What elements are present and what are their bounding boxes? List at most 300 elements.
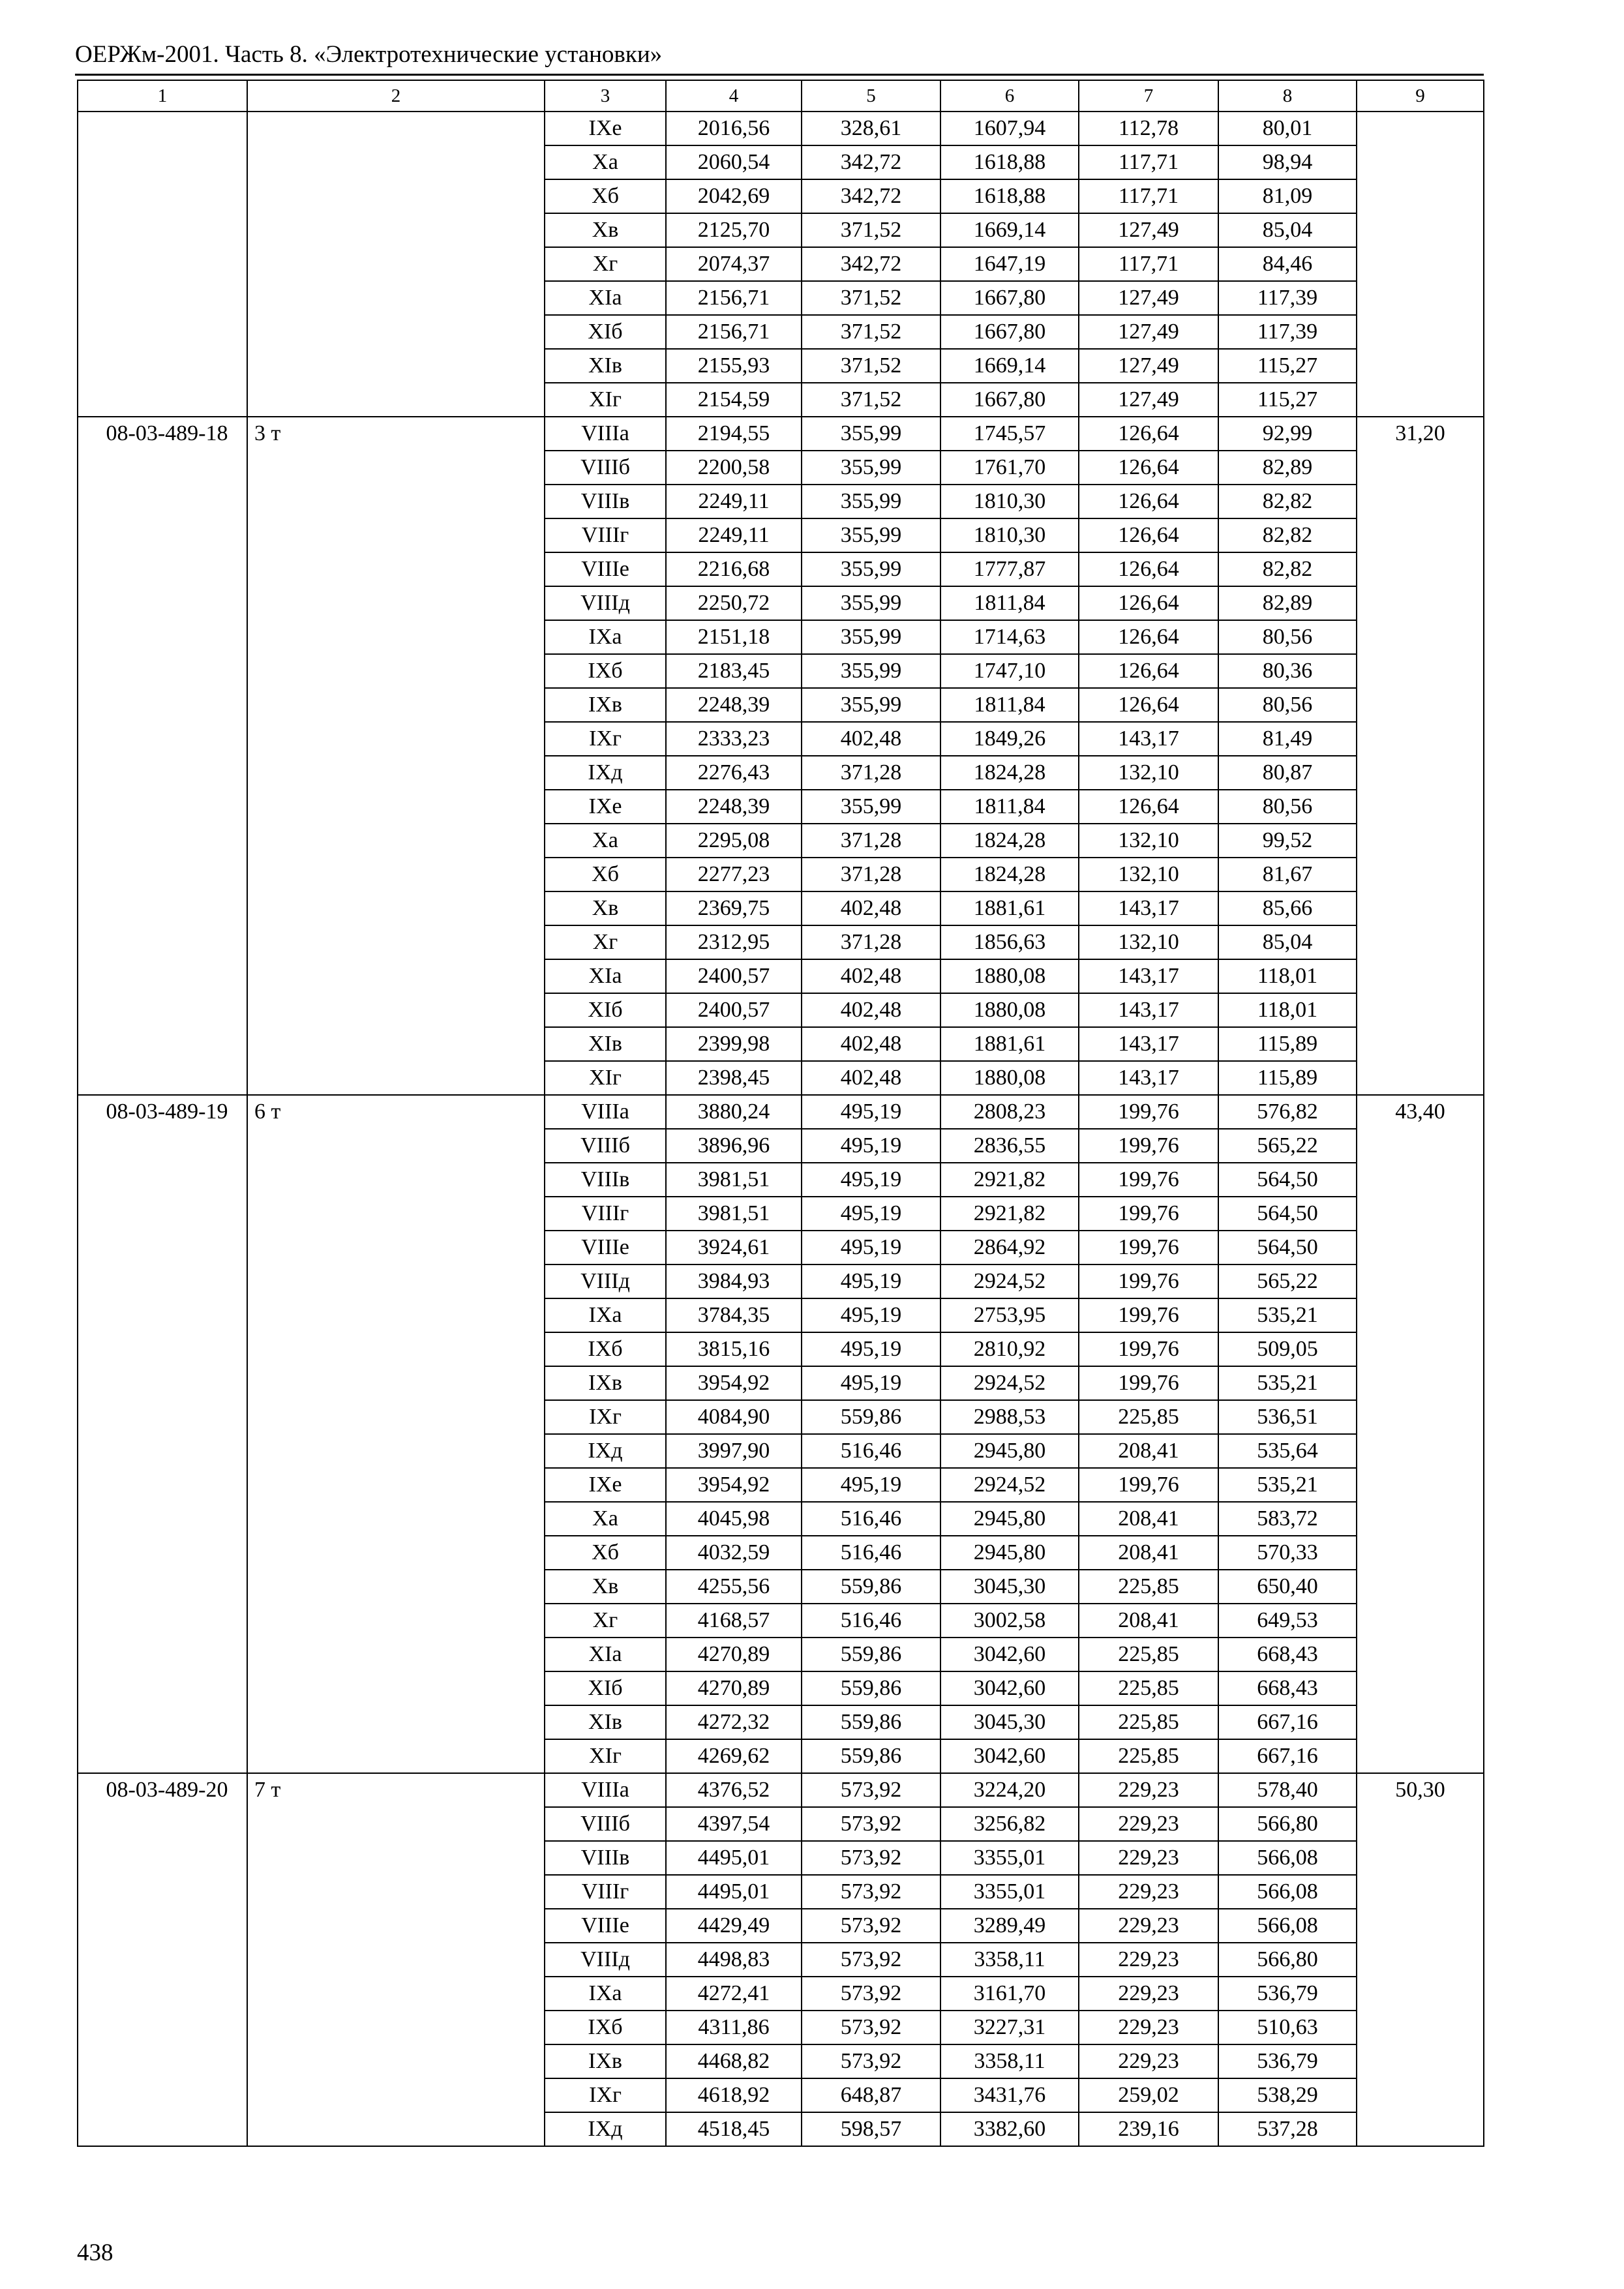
value-cell: 3431,76 (940, 2078, 1079, 2112)
region-cell: Xб (545, 858, 666, 891)
value-cell: 355,99 (802, 790, 940, 824)
region-cell: IXд (545, 756, 666, 790)
value-cell: 80,56 (1218, 790, 1357, 824)
value-cell: 559,86 (802, 1739, 940, 1773)
value-cell: 1880,08 (940, 959, 1079, 993)
value-cell: 2369,75 (666, 891, 802, 925)
value-cell: 4270,89 (666, 1638, 802, 1671)
value-cell: 1777,87 (940, 552, 1079, 586)
value-cell: 3227,31 (940, 2011, 1079, 2044)
value-cell: 126,64 (1079, 688, 1218, 722)
value-cell: 535,21 (1218, 1366, 1357, 1400)
region-cell: VIIIа (545, 417, 666, 451)
region-cell: Xг (545, 925, 666, 959)
value-cell: 143,17 (1079, 1027, 1218, 1061)
region-cell: XIа (545, 281, 666, 315)
value-cell: 85,04 (1218, 925, 1357, 959)
value-cell: 1747,10 (940, 654, 1079, 688)
value-cell: 402,48 (802, 891, 940, 925)
value-cell: 85,66 (1218, 891, 1357, 925)
value-cell: 516,46 (802, 1502, 940, 1536)
value-cell: 4255,56 (666, 1570, 802, 1604)
value-cell: 199,76 (1079, 1298, 1218, 1332)
rate-name-cell: 6 т (247, 1095, 545, 1773)
region-cell: VIIIд (545, 1264, 666, 1298)
value-cell: 4272,41 (666, 1977, 802, 2011)
region-cell: IXе (545, 112, 666, 145)
rate-name-cell: 3 т (247, 417, 545, 1095)
value-cell: 2151,18 (666, 620, 802, 654)
value-cell: 143,17 (1079, 722, 1218, 756)
value-cell: 328,61 (802, 112, 940, 145)
value-cell: 132,10 (1079, 824, 1218, 858)
value-cell: 3358,11 (940, 2044, 1079, 2078)
value-cell: 2945,80 (940, 1536, 1079, 1570)
value-cell: 225,85 (1079, 1739, 1218, 1773)
value-cell: 1824,28 (940, 756, 1079, 790)
value-cell: 559,86 (802, 1400, 940, 1434)
region-cell: IXа (545, 620, 666, 654)
value-cell: 668,43 (1218, 1638, 1357, 1671)
region-cell: XIб (545, 315, 666, 349)
value-cell: 371,52 (802, 213, 940, 247)
value-cell: 2333,23 (666, 722, 802, 756)
value-cell: 2921,82 (940, 1163, 1079, 1197)
value-cell: 81,09 (1218, 179, 1357, 213)
rate-code-cell: 08-03-489-18 (78, 417, 247, 1095)
value-cell: 127,49 (1079, 349, 1218, 383)
value-cell: 1607,94 (940, 112, 1079, 145)
value-cell: 2276,43 (666, 756, 802, 790)
region-cell: Xа (545, 824, 666, 858)
value-cell: 127,49 (1079, 213, 1218, 247)
page-number: 438 (77, 2239, 113, 2266)
value-cell: 538,29 (1218, 2078, 1357, 2112)
value-cell: 2156,71 (666, 281, 802, 315)
value-cell: 573,92 (802, 1909, 940, 1943)
region-cell: VIIIб (545, 451, 666, 485)
region-cell: Xг (545, 1604, 666, 1638)
value-cell: 566,80 (1218, 1807, 1357, 1841)
region-cell: Xа (545, 145, 666, 179)
value-cell: 2042,69 (666, 179, 802, 213)
region-cell: XIв (545, 1705, 666, 1739)
value-cell: 2399,98 (666, 1027, 802, 1061)
region-cell: VIIIд (545, 1943, 666, 1977)
value-cell: 208,41 (1079, 1604, 1218, 1638)
value-cell: 495,19 (802, 1163, 940, 1197)
value-cell: 1669,14 (940, 213, 1079, 247)
value-cell: 229,23 (1079, 1943, 1218, 1977)
value-cell: 225,85 (1079, 1705, 1218, 1739)
value-cell: 143,17 (1079, 993, 1218, 1027)
value-cell: 3954,92 (666, 1468, 802, 1502)
value-cell: 668,43 (1218, 1671, 1357, 1705)
value-cell: 225,85 (1079, 1570, 1218, 1604)
value-cell: 565,22 (1218, 1264, 1357, 1298)
table-row (78, 417, 1484, 451)
value-cell: 80,87 (1218, 756, 1357, 790)
value-cell: 229,23 (1079, 2044, 1218, 2078)
value-cell: 495,19 (802, 1332, 940, 1366)
value-cell: 4495,01 (666, 1875, 802, 1909)
value-cell: 649,53 (1218, 1604, 1357, 1638)
value-cell: 4468,82 (666, 2044, 802, 2078)
value-cell: 578,40 (1218, 1773, 1357, 1807)
value-cell: 355,99 (802, 451, 940, 485)
region-cell: Xв (545, 1570, 666, 1604)
value-cell: 342,72 (802, 247, 940, 281)
value-cell: 402,48 (802, 959, 940, 993)
value-cell: 126,64 (1079, 654, 1218, 688)
value-cell: 80,36 (1218, 654, 1357, 688)
value-cell: 85,04 (1218, 213, 1357, 247)
region-cell: IXд (545, 1434, 666, 1468)
region-cell: IXб (545, 2011, 666, 2044)
value-cell: 4270,89 (666, 1671, 802, 1705)
value-cell: 2154,59 (666, 383, 802, 417)
value-cell: 2924,52 (940, 1264, 1079, 1298)
region-cell: VIIIб (545, 1129, 666, 1163)
region-cell: IXа (545, 1298, 666, 1332)
column-number: 7 (1079, 80, 1218, 112)
value-cell: 112,78 (1079, 112, 1218, 145)
value-cell: 92,99 (1218, 417, 1357, 451)
region-cell: Xб (545, 179, 666, 213)
region-cell: XIг (545, 1739, 666, 1773)
region-cell: IXг (545, 1400, 666, 1434)
col9-value-cell (1357, 112, 1484, 417)
value-cell: 2060,54 (666, 145, 802, 179)
region-cell: XIа (545, 959, 666, 993)
value-cell: 667,16 (1218, 1739, 1357, 1773)
value-cell: 126,64 (1079, 518, 1218, 552)
value-cell: 118,01 (1218, 959, 1357, 993)
region-cell: IXб (545, 654, 666, 688)
value-cell: 2156,71 (666, 315, 802, 349)
region-cell: IXе (545, 790, 666, 824)
region-cell: VIIIв (545, 485, 666, 518)
value-cell: 371,28 (802, 925, 940, 959)
value-cell: 495,19 (802, 1468, 940, 1502)
value-cell: 2125,70 (666, 213, 802, 247)
value-cell: 2194,55 (666, 417, 802, 451)
rate-code-cell: 08-03-489-19 (78, 1095, 247, 1773)
value-cell: 576,82 (1218, 1095, 1357, 1129)
column-number: 6 (940, 80, 1079, 112)
value-cell: 1618,88 (940, 179, 1079, 213)
value-cell: 132,10 (1079, 925, 1218, 959)
value-cell: 402,48 (802, 993, 940, 1027)
region-cell: VIIIа (545, 1095, 666, 1129)
table-row (78, 112, 1484, 145)
value-cell: 402,48 (802, 1027, 940, 1061)
value-cell: 117,71 (1079, 145, 1218, 179)
value-cell: 2400,57 (666, 993, 802, 1027)
value-cell: 117,39 (1218, 315, 1357, 349)
value-cell: 2400,57 (666, 959, 802, 993)
value-cell: 535,64 (1218, 1434, 1357, 1468)
value-cell: 2945,80 (940, 1434, 1079, 1468)
region-cell: VIIIе (545, 1909, 666, 1943)
region-cell: IXв (545, 2044, 666, 2078)
value-cell: 3382,60 (940, 2112, 1079, 2146)
value-cell: 342,72 (802, 145, 940, 179)
value-cell: 536,51 (1218, 1400, 1357, 1434)
value-cell: 199,76 (1079, 1095, 1218, 1129)
value-cell: 516,46 (802, 1604, 940, 1638)
value-cell: 371,52 (802, 383, 940, 417)
value-cell: 4269,62 (666, 1739, 802, 1773)
column-number: 3 (545, 80, 666, 112)
value-cell: 2249,11 (666, 518, 802, 552)
value-cell: 573,92 (802, 1773, 940, 1807)
value-cell: 4311,86 (666, 2011, 802, 2044)
value-cell: 143,17 (1079, 1061, 1218, 1095)
value-cell: 259,02 (1079, 2078, 1218, 2112)
value-cell: 1881,61 (940, 1027, 1079, 1061)
value-cell: 3880,24 (666, 1095, 802, 1129)
value-cell: 208,41 (1079, 1502, 1218, 1536)
value-cell: 3042,60 (940, 1671, 1079, 1705)
value-cell: 342,72 (802, 179, 940, 213)
value-cell: 143,17 (1079, 959, 1218, 993)
value-cell: 566,80 (1218, 1943, 1357, 1977)
value-cell: 82,89 (1218, 586, 1357, 620)
value-cell: 495,19 (802, 1231, 940, 1264)
value-cell: 2016,56 (666, 112, 802, 145)
value-cell: 1618,88 (940, 145, 1079, 179)
value-cell: 4518,45 (666, 2112, 802, 2146)
value-cell: 3002,58 (940, 1604, 1079, 1638)
value-cell: 4429,49 (666, 1909, 802, 1943)
value-cell: 573,92 (802, 1807, 940, 1841)
region-cell: Xг (545, 247, 666, 281)
value-cell: 573,92 (802, 1875, 940, 1909)
region-cell: VIIIа (545, 1773, 666, 1807)
value-cell: 126,64 (1079, 552, 1218, 586)
value-cell: 371,52 (802, 349, 940, 383)
value-cell: 4168,57 (666, 1604, 802, 1638)
value-cell: 2249,11 (666, 485, 802, 518)
value-cell: 199,76 (1079, 1231, 1218, 1264)
value-cell: 115,27 (1218, 349, 1357, 383)
region-cell: VIIIг (545, 518, 666, 552)
value-cell: 229,23 (1079, 1977, 1218, 2011)
page-header-title: ОЕРЖм-2001. Часть 8. «Электротехнические установки» (75, 41, 663, 68)
column-number: 9 (1357, 80, 1484, 112)
value-cell: 667,16 (1218, 1705, 1357, 1739)
value-cell: 199,76 (1079, 1468, 1218, 1502)
region-cell: VIIIв (545, 1841, 666, 1875)
value-cell: 4272,32 (666, 1705, 802, 1739)
value-cell: 4397,54 (666, 1807, 802, 1841)
rate-code-cell: 08-03-489-20 (78, 1773, 247, 2146)
value-cell: 199,76 (1079, 1129, 1218, 1163)
value-cell: 355,99 (802, 417, 940, 451)
value-cell: 3358,11 (940, 1943, 1079, 1977)
value-cell: 4618,92 (666, 2078, 802, 2112)
value-cell: 573,92 (802, 1841, 940, 1875)
value-cell: 82,82 (1218, 485, 1357, 518)
region-cell: VIIIе (545, 552, 666, 586)
value-cell: 559,86 (802, 1705, 940, 1739)
value-cell: 1880,08 (940, 1061, 1079, 1095)
value-cell: 564,50 (1218, 1231, 1357, 1264)
region-cell: IXв (545, 1366, 666, 1400)
value-cell: 495,19 (802, 1095, 940, 1129)
value-cell: 126,64 (1079, 586, 1218, 620)
value-cell: 2183,45 (666, 654, 802, 688)
value-cell: 229,23 (1079, 1875, 1218, 1909)
value-cell: 564,50 (1218, 1163, 1357, 1197)
table-body (78, 112, 1484, 2146)
value-cell: 4045,98 (666, 1502, 802, 1536)
value-cell: 371,28 (802, 858, 940, 891)
col9-value-cell: 50,30 (1357, 1773, 1484, 2146)
value-cell: 355,99 (802, 518, 940, 552)
value-cell: 559,86 (802, 1638, 940, 1671)
value-cell: 355,99 (802, 654, 940, 688)
region-cell: IXг (545, 2078, 666, 2112)
value-cell: 199,76 (1079, 1163, 1218, 1197)
value-cell: 208,41 (1079, 1434, 1218, 1468)
value-cell: 199,76 (1079, 1332, 1218, 1366)
value-cell: 371,28 (802, 824, 940, 858)
value-cell: 355,99 (802, 586, 940, 620)
value-cell: 564,50 (1218, 1197, 1357, 1231)
value-cell: 583,72 (1218, 1502, 1357, 1536)
rate-name-cell (247, 112, 545, 417)
region-cell: VIIIб (545, 1807, 666, 1841)
value-cell: 3045,30 (940, 1705, 1079, 1739)
value-cell: 3161,70 (940, 1977, 1079, 2011)
value-cell: 2200,58 (666, 451, 802, 485)
value-cell: 1824,28 (940, 824, 1079, 858)
column-number-row (78, 80, 1484, 112)
rate-name-cell: 7 т (247, 1773, 545, 2146)
value-cell: 115,89 (1218, 1061, 1357, 1095)
value-cell: 573,92 (802, 1943, 940, 1977)
value-cell: 510,63 (1218, 2011, 1357, 2044)
value-cell: 229,23 (1079, 2011, 1218, 2044)
region-cell: XIб (545, 1671, 666, 1705)
region-cell: XIг (545, 383, 666, 417)
value-cell: 648,87 (802, 2078, 940, 2112)
value-cell: 132,10 (1079, 858, 1218, 891)
value-cell: 127,49 (1079, 281, 1218, 315)
col9-value-cell: 43,40 (1357, 1095, 1484, 1773)
value-cell: 127,49 (1079, 383, 1218, 417)
region-cell: VIIIв (545, 1163, 666, 1197)
value-cell: 371,52 (802, 315, 940, 349)
region-cell: IXб (545, 1332, 666, 1366)
col9-value-cell: 31,20 (1357, 417, 1484, 1095)
column-number: 4 (666, 80, 802, 112)
value-cell: 355,99 (802, 485, 940, 518)
value-cell: 4376,52 (666, 1773, 802, 1807)
value-cell: 115,27 (1218, 383, 1357, 417)
value-cell: 2924,52 (940, 1468, 1079, 1502)
value-cell: 4495,01 (666, 1841, 802, 1875)
value-cell: 402,48 (802, 1061, 940, 1095)
region-cell: VIIIг (545, 1875, 666, 1909)
value-cell: 1810,30 (940, 485, 1079, 518)
value-cell: 126,64 (1079, 790, 1218, 824)
value-cell: 402,48 (802, 722, 940, 756)
value-cell: 535,21 (1218, 1298, 1357, 1332)
region-cell: VIIIг (545, 1197, 666, 1231)
value-cell: 80,01 (1218, 112, 1357, 145)
value-cell: 1667,80 (940, 281, 1079, 315)
column-number: 5 (802, 80, 940, 112)
value-cell: 229,23 (1079, 1841, 1218, 1875)
value-cell: 1667,80 (940, 315, 1079, 349)
value-cell: 371,28 (802, 756, 940, 790)
value-cell: 80,56 (1218, 620, 1357, 654)
value-cell: 1745,57 (940, 417, 1079, 451)
value-cell: 573,92 (802, 2044, 940, 2078)
value-cell: 3784,35 (666, 1298, 802, 1332)
column-number: 1 (78, 80, 247, 112)
region-cell: Xв (545, 891, 666, 925)
value-cell: 81,49 (1218, 722, 1357, 756)
value-cell: 1667,80 (940, 383, 1079, 417)
value-cell: 3355,01 (940, 1875, 1079, 1909)
region-cell: XIа (545, 1638, 666, 1671)
value-cell: 3289,49 (940, 1909, 1079, 1943)
region-cell: VIIIд (545, 586, 666, 620)
value-cell: 127,49 (1079, 315, 1218, 349)
region-cell: XIв (545, 1027, 666, 1061)
value-cell: 565,22 (1218, 1129, 1357, 1163)
region-cell: Xа (545, 1502, 666, 1536)
value-cell: 99,52 (1218, 824, 1357, 858)
value-cell: 80,56 (1218, 688, 1357, 722)
value-cell: 118,01 (1218, 993, 1357, 1027)
value-cell: 3045,30 (940, 1570, 1079, 1604)
value-cell: 1811,84 (940, 688, 1079, 722)
value-cell: 570,33 (1218, 1536, 1357, 1570)
value-cell: 2945,80 (940, 1502, 1079, 1536)
region-cell: VIIIе (545, 1231, 666, 1264)
value-cell: 355,99 (802, 688, 940, 722)
value-cell: 199,76 (1079, 1366, 1218, 1400)
value-cell: 4032,59 (666, 1536, 802, 1570)
value-cell: 2312,95 (666, 925, 802, 959)
value-cell: 82,82 (1218, 518, 1357, 552)
value-cell: 536,79 (1218, 2044, 1357, 2078)
value-cell: 2398,45 (666, 1061, 802, 1095)
value-cell: 1811,84 (940, 790, 1079, 824)
value-cell: 355,99 (802, 552, 940, 586)
region-cell: Xб (545, 1536, 666, 1570)
value-cell: 3042,60 (940, 1638, 1079, 1671)
value-cell: 495,19 (802, 1197, 940, 1231)
value-cell: 199,76 (1079, 1264, 1218, 1298)
value-cell: 537,28 (1218, 2112, 1357, 2146)
value-cell: 1810,30 (940, 518, 1079, 552)
value-cell: 3896,96 (666, 1129, 802, 1163)
value-cell: 371,52 (802, 281, 940, 315)
value-cell: 115,89 (1218, 1027, 1357, 1061)
value-cell: 495,19 (802, 1366, 940, 1400)
value-cell: 126,64 (1079, 451, 1218, 485)
value-cell: 509,05 (1218, 1332, 1357, 1366)
value-cell: 132,10 (1079, 756, 1218, 790)
table-row (78, 1095, 1484, 1129)
value-cell: 355,99 (802, 620, 940, 654)
